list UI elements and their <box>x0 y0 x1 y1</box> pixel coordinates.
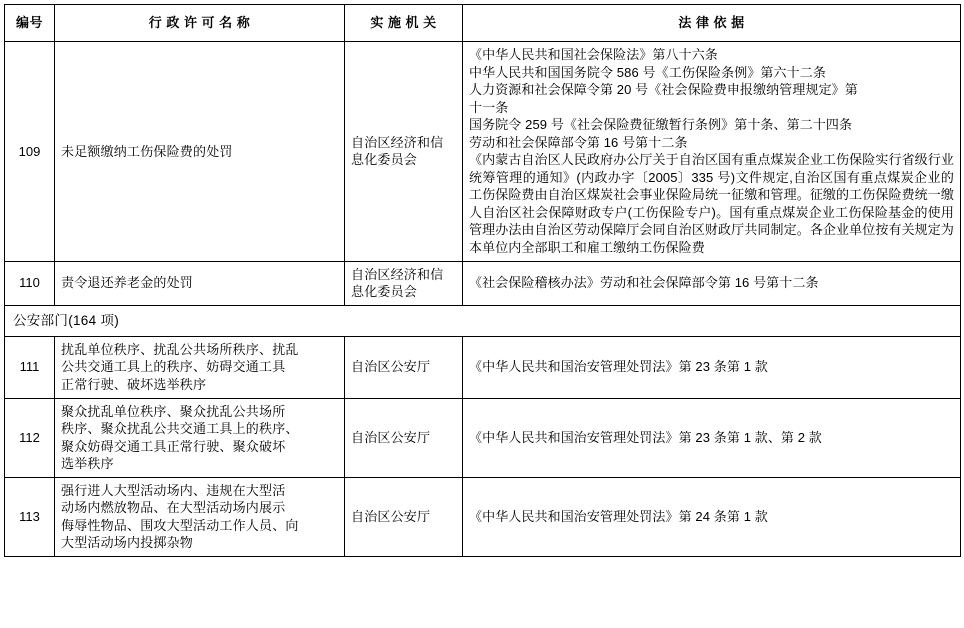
cell-permit-name: 责令退还养老金的处罚 <box>55 261 345 305</box>
permit-name-line: 公共交通工具上的秩序、妨碍交通工具 <box>61 359 286 375</box>
cell-permit-name <box>55 477 345 556</box>
permit-name-line: 扰乱单位秩序、扰乱公共场所秩序、扰乱 <box>61 341 299 357</box>
cell-legal-basis <box>463 398 961 477</box>
basis-line: 国务院令 259 号《社会保险费征缴暂行条例》第十条、第二十四条 <box>469 117 853 133</box>
table-section-row <box>5 305 961 336</box>
column-header-agency: 实 施 机 关 <box>345 5 463 42</box>
permit-name-line: 聚众扰乱单位秩序、聚众扰乱公共场所 <box>61 403 286 419</box>
table-header-row <box>5 5 961 42</box>
basis-line: 《中华人民共和国治安管理处罚法》第 23 条第 1 款、第 2 款 <box>469 429 822 445</box>
permit-name-line: 秩序、聚众扰乱公共交通工具上的秩序、 <box>61 421 299 437</box>
basis-line: 十一条 <box>469 99 509 115</box>
permit-name-line: 动场内燃放物品、在大型活动场内展示 <box>61 500 286 516</box>
cell-agency: 自治区公安厅 <box>345 336 463 398</box>
basis-line: 《中华人民共和国治安管理处罚法》第 24 条第 1 款 <box>469 509 768 525</box>
cell-no: 112 <box>5 398 55 477</box>
permit-name-line: 强行进人大型活动场内、违规在大型活 <box>61 482 286 498</box>
column-header-name: 行 政 许 可 名 称 <box>55 5 345 42</box>
cell-no: 111 <box>5 336 55 398</box>
basis-line: 劳动和社会保障部令第 16 号第十二条 <box>469 134 688 150</box>
section-title: 公安部门(164 项) <box>5 305 961 336</box>
basis-line: 《社会保险稽核办法》劳动和社会保障部令第 16 号第十二条 <box>469 275 819 291</box>
cell-permit-name <box>55 336 345 398</box>
basis-line: 《中华人民共和国社会保险法》第八十六条 <box>469 47 718 62</box>
cell-agency: 自治区公安厅 <box>345 398 463 477</box>
cell-permit-name <box>55 398 345 477</box>
table-row <box>5 42 961 262</box>
permit-name-line: 大型活动场内投掷杂物 <box>61 535 194 551</box>
cell-no: 110 <box>5 261 55 305</box>
basis-paragraph: 《内蒙古自治区人民政府办公厅关于自治区国有重点煤炭企业工伤保险实行省级行业统筹管理的通知》(内政办字〔2005〕335 号)文件规定,自治区国有重点煤炭企业的工伤保险费由自治区煤炭社会事业保险局统一征缴和管理。征缴的工伤保险费统一缴人自治区社会保障财政专户(工伤保险专户)。国有重点煤炭企业工伤保险基金的使用管理办法由自治区劳动保障厅会同自治区财政厅共同制定。各企业单位按有关规定为本单位内全部职工和雇工缴纳工伤保险费 <box>469 152 954 256</box>
cell-legal-basis <box>463 336 961 398</box>
basis-line: 中华人民共和国国务院令 586 号《工伤保险条例》第六十二条 <box>469 64 826 80</box>
column-header-no: 编号 <box>5 5 55 42</box>
permit-name-line: 聚众妨碍交通工具正常行驶、聚众破坏 <box>61 438 286 454</box>
permit-name-line: 正常行驶、破坏选举秩序 <box>61 376 207 392</box>
cell-legal-basis <box>463 261 961 305</box>
cell-legal-basis <box>463 477 961 556</box>
table-body <box>5 42 961 557</box>
permit-name-line: 选举秩序 <box>61 456 114 472</box>
cell-agency: 自治区经济和信息化委员会 <box>345 261 463 305</box>
column-header-basis: 法 律 依 据 <box>463 5 961 42</box>
table-header <box>5 5 961 42</box>
table-row <box>5 336 961 398</box>
table-row <box>5 261 961 305</box>
administrative-permit-table <box>4 4 961 557</box>
cell-agency: 自治区公安厅 <box>345 477 463 556</box>
cell-permit-name: 未足额缴纳工伤保险费的处罚 <box>55 42 345 262</box>
cell-no: 109 <box>5 42 55 262</box>
cell-no: 113 <box>5 477 55 556</box>
table-row <box>5 398 961 477</box>
permit-name-line: 侮辱性物品、围攻大型活动工作人员、向 <box>61 517 299 533</box>
cell-legal-basis <box>463 42 961 262</box>
table-row <box>5 477 961 556</box>
basis-line: 《中华人民共和国治安管理处罚法》第 23 条第 1 款 <box>469 359 768 375</box>
cell-agency: 自治区经济和信息化委员会 <box>345 42 463 262</box>
basis-line: 人力资源和社会保障令第 20 号《社会保险费申报缴纳管理规定》第 <box>469 82 858 98</box>
